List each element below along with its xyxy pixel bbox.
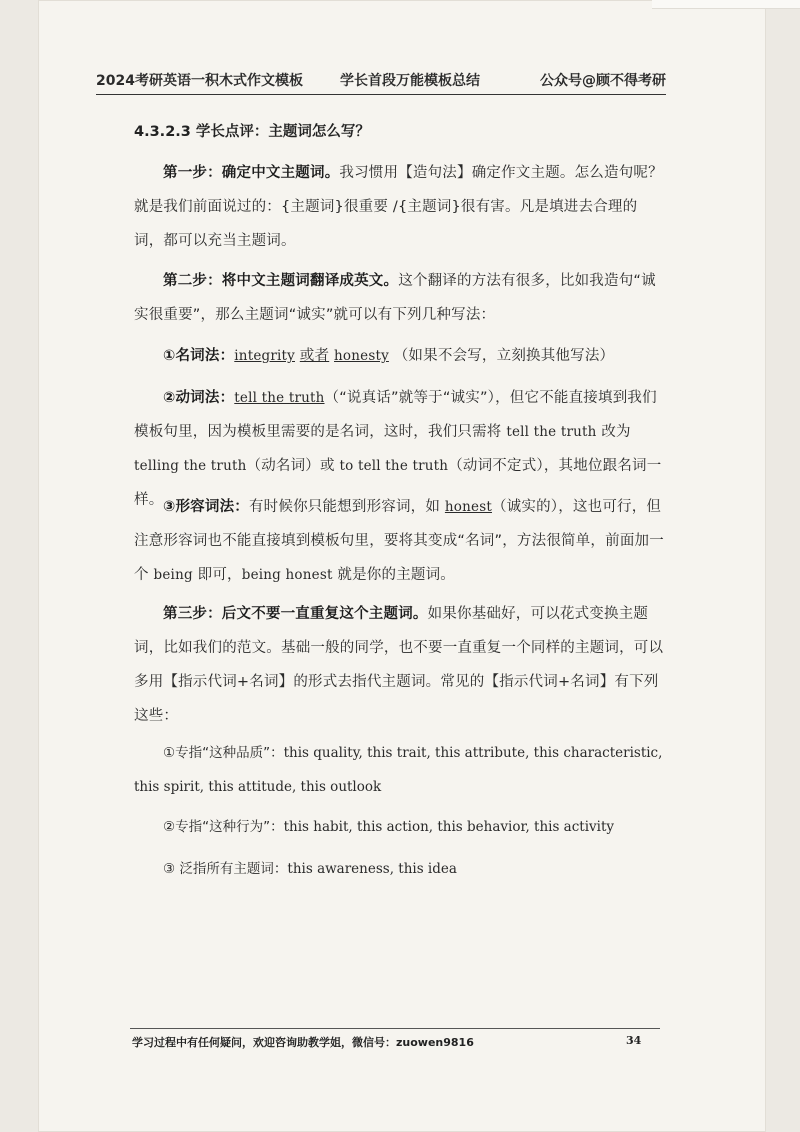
- noun-method-paragraph: [134, 339, 664, 373]
- adjective-text-1: 有时候你只能想到形容词，如: [248, 499, 441, 515]
- list-item-2-label: ②专指“这种行为”：: [163, 819, 284, 835]
- list-item-2-text: this habit, this action, this behavior, this activity: [283, 819, 615, 835]
- step1-label: 第一步：确定中文主题词。: [163, 165, 340, 181]
- adjective-method-paragraph: [134, 490, 664, 592]
- header-rule: [96, 94, 666, 95]
- list-item: [134, 736, 664, 804]
- footer-rule: [130, 1028, 660, 1029]
- page-number: 34: [626, 1034, 642, 1047]
- verb-infinitive-form: to tell the truth: [339, 458, 449, 474]
- noun-term-honesty: honesty: [334, 348, 389, 364]
- verb-text-1: （“说真话”就等于“诚实”），但它不能直接填到我们模板句里，因为模板里需要的是名词，这时，我们只需将: [134, 390, 657, 440]
- header-right: 公众号@顾不得考研: [540, 73, 666, 89]
- list-item: [134, 810, 664, 844]
- noun-method-label: ①名词法：: [163, 348, 235, 364]
- step2-paragraph: [134, 264, 664, 332]
- list-item-3-text: this awareness, this idea: [287, 861, 457, 877]
- step3-paragraph: [134, 597, 664, 733]
- verb-text-3: （动名词）或: [246, 458, 335, 474]
- step2-text: 这个翻译的方法有很多，比如我造句“诚实很重要”，那么主题词“诚实”就可以有下列几种写法：: [134, 273, 656, 323]
- verb-term: tell the truth: [234, 390, 325, 406]
- adjective-term: honest: [444, 499, 492, 515]
- verb-method-label: ②动词法：: [163, 390, 235, 406]
- adjective-text-3: 即可，: [197, 567, 242, 583]
- adjective-text-2: （诚实的），这也可行，但注意形容词也不能直接填到模板句里，要将其变成“名词”，方法很简单，前面加一个: [134, 499, 664, 583]
- step3-label: 第三步：后文不要一直重复这个主题词。: [163, 606, 428, 622]
- adjective-text-4: 就是你的主题词。: [337, 567, 455, 583]
- noun-or: 或者: [299, 348, 330, 364]
- header-middle: 学长首段万能模板总结: [340, 73, 480, 89]
- verb-gerund-form: telling the truth: [134, 458, 247, 474]
- step1-paragraph: [134, 156, 664, 258]
- verb-term-plain: tell the truth: [506, 424, 597, 440]
- page-corner: [652, 0, 800, 9]
- footer-contact: 学习过程中有任何疑问，欢迎咨询助教学姐，微信号：zuowen9816: [132, 1036, 474, 1049]
- verb-text-4: （动词不定式），其地位跟名词一样。: [134, 458, 662, 508]
- list-item-1-label: ①专指“这种品质”：: [163, 745, 284, 761]
- step1-text: 我习惯用【造句法】确定作文主题。怎么造句呢？就是我们前面说过的：{主题词}很重要 /{主题词}很有害。凡是填进去合理的词，都可以充当主题词。: [134, 165, 663, 249]
- step2-label: 第二步：将中文主题词翻译成英文。: [163, 273, 399, 289]
- list-item-3-label: ③ 泛指所有主题词：: [163, 861, 288, 877]
- step3-text: 如果你基础好，可以花式变换主题词，比如我们的范文。基础一般的同学，也不要一直重复一个同样的主题词，可以多用【指示代词+名词】的形式去指代主题词。常见的【指示代词+名词】有下列这些：: [134, 606, 664, 724]
- adjective-method-label: ③形容词法：: [163, 499, 249, 515]
- running-header: [96, 70, 666, 92]
- list-item-1-text: this quality, this trait, this attribute, this characteristic, this spirit, this attitude, this outlook: [134, 745, 663, 795]
- being-honest-phrase: being honest: [241, 567, 333, 583]
- list-item: [134, 852, 664, 886]
- verb-text-2: 改为: [601, 424, 631, 440]
- noun-term-integrity: integrity: [234, 348, 295, 364]
- header-left: 2024考研英语一积木式作文模板: [96, 73, 303, 89]
- noun-note: （如果不会写，立刻换其他写法）: [393, 348, 615, 364]
- being-word: being: [153, 567, 193, 583]
- section-title: 4.3.2.3 学长点评：主题词怎么写？: [134, 124, 370, 140]
